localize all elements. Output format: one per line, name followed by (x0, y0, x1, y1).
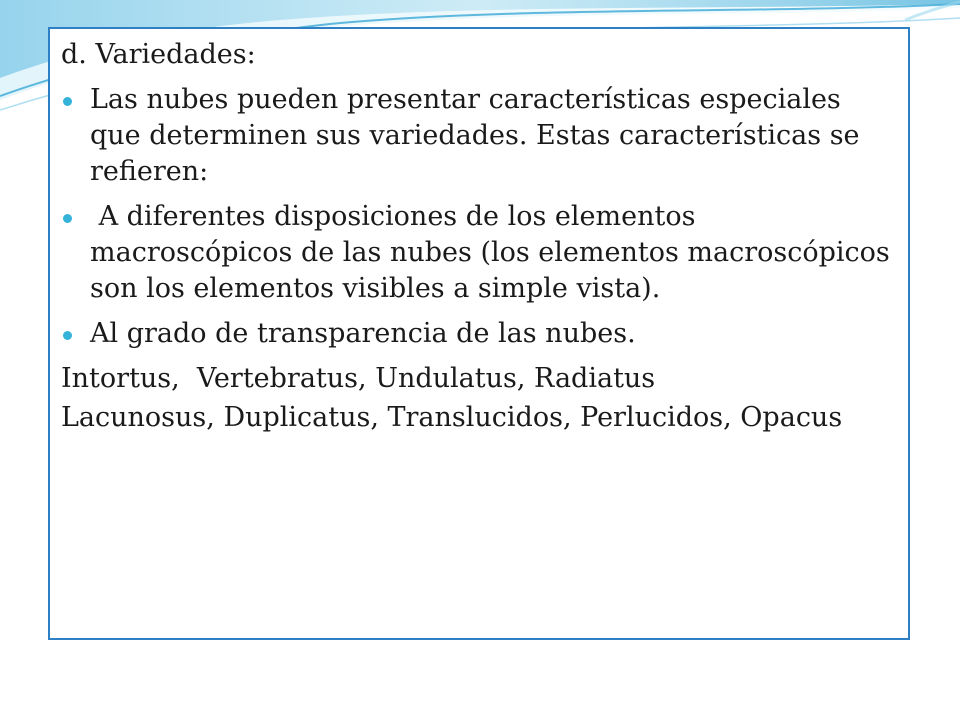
bullet-item-2 (61, 199, 899, 307)
bullet-item-3 (61, 316, 890, 352)
bullet-dot-icon (63, 331, 72, 340)
content-text-box (48, 27, 910, 640)
bullet-text: Las nubes pueden presentar características especiales que determinen sus variedades. Estas características se refieren: (90, 84, 860, 187)
bullet-dot-icon (63, 214, 72, 223)
bullet-item-1 (61, 82, 890, 190)
bullet-text: A diferentes disposiciones de los elementos macroscópicos de las nubes (los elementos macroscópicos son los elementos visibles a simple vista). (90, 201, 899, 304)
bullet-text: Al grado de transparencia de las nubes. (90, 318, 636, 349)
bullet-dot-icon (63, 97, 72, 106)
slide-content (61, 37, 899, 445)
section-heading: d. Variedades: (61, 39, 256, 70)
variety-list-line-2: Lacunosus, Duplicatus, Translucidos, Perlucidos, Opacus (61, 402, 843, 433)
variety-list-line-1: Intortus, Vertebratus, Undulatus, Radiatus (61, 363, 656, 394)
